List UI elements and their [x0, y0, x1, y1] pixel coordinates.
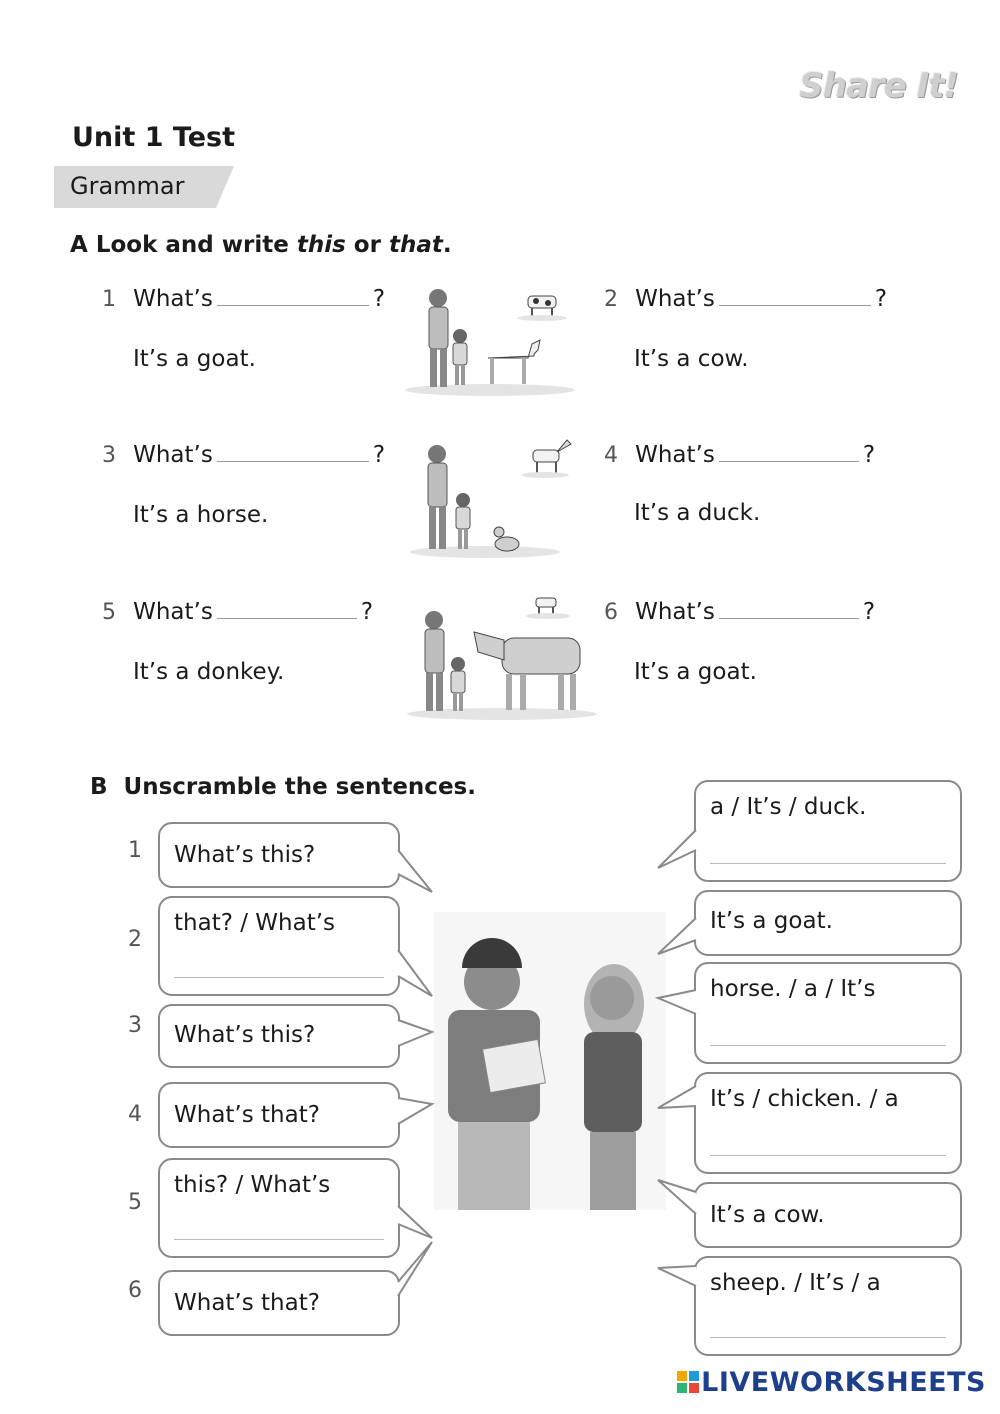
a-answer-6: It’s a goat.	[634, 659, 757, 685]
question-text: What’s	[635, 442, 715, 468]
answer-line[interactable]	[174, 1239, 384, 1240]
answer-line[interactable]	[710, 1337, 946, 1338]
speech-tails-left	[396, 828, 440, 1248]
answer-blank[interactable]	[719, 304, 871, 306]
liveworksheets-icon	[677, 1371, 699, 1393]
liveworksheets-brand: LIVEWORKSHEETS	[677, 1367, 986, 1398]
answer-blank[interactable]	[719, 617, 859, 619]
section-b-letter: B	[90, 774, 108, 800]
word-this: this	[296, 232, 346, 258]
a-item-2: 2 What’s ?	[604, 286, 888, 312]
section-a-instruction: Look and write	[95, 232, 297, 258]
question-text: What’s	[635, 286, 715, 312]
question-text: What’s	[635, 599, 715, 625]
b-left-num: 6	[128, 1278, 142, 1303]
a-answer-3: It’s a horse.	[133, 502, 269, 528]
speech-bubble-left-5: this? / What’s	[158, 1158, 400, 1258]
answer-line[interactable]	[710, 1155, 946, 1156]
section-b-instruction: Unscramble the sentences.	[123, 774, 476, 800]
share-it-logo: Share It!	[799, 66, 958, 106]
b-left-num: 1	[128, 838, 142, 863]
answer-line[interactable]	[710, 863, 946, 864]
speech-bubble-right-5: It’s a cow.	[694, 1182, 962, 1248]
b-left-num: 5	[128, 1190, 142, 1215]
a-answer-4: It’s a duck.	[634, 500, 761, 526]
answer-line[interactable]	[174, 977, 384, 978]
question-text: What’s	[133, 286, 213, 312]
speech-bubble-right-1: a / It’s / duck.	[694, 780, 962, 882]
question-text: What’s	[133, 599, 213, 625]
a-item-5: 5 What’s ?	[102, 599, 374, 625]
illustration-goat-near-cow-far	[400, 286, 575, 398]
speech-bubble-right-2: It’s a goat.	[694, 890, 962, 956]
word-or: or	[345, 232, 389, 258]
speech-bubble-left-1: What’s this?	[158, 822, 400, 888]
section-b-heading	[90, 774, 476, 800]
section-a-letter: A	[70, 232, 88, 258]
a-item-6: 6 What’s ?	[604, 599, 876, 625]
speech-tail-left-6	[396, 1238, 440, 1298]
illustration-donkey-near-goat-far	[402, 588, 600, 722]
a-item-3: 3 What’s ?	[102, 442, 386, 468]
illustration-duck-near-horse-far	[405, 432, 577, 560]
b-left-num: 4	[128, 1102, 142, 1127]
a-answer-1: It’s a goat.	[133, 346, 256, 372]
a-item-1: 1 What’s ?	[102, 286, 386, 312]
grammar-label: Grammar	[70, 172, 185, 200]
question-text: What’s	[133, 442, 213, 468]
a-item-4: 4 What’s ?	[604, 442, 876, 468]
children-talking-photo	[434, 912, 666, 1210]
page-title: Unit 1 Test	[72, 122, 236, 153]
answer-blank[interactable]	[719, 460, 859, 462]
a-answer-2: It’s a cow.	[634, 346, 749, 372]
answer-blank[interactable]	[217, 304, 369, 306]
answer-blank[interactable]	[217, 460, 369, 462]
speech-bubble-left-6: What’s that?	[158, 1270, 400, 1336]
speech-tails-right	[654, 820, 698, 1290]
answer-blank[interactable]	[217, 617, 357, 619]
speech-bubble-right-6: sheep. / It’s / a	[694, 1256, 962, 1356]
speech-bubble-left-2: that? / What’s	[158, 896, 400, 996]
section-a-heading: A Look and write this or that.	[70, 232, 452, 258]
speech-bubble-right-4: It’s / chicken. / a	[694, 1072, 962, 1174]
b-left-num: 2	[128, 927, 142, 952]
speech-bubble-left-3: What’s this?	[158, 1004, 400, 1068]
a-answer-5: It’s a donkey.	[133, 659, 285, 685]
b-left-num: 3	[128, 1013, 142, 1038]
speech-bubble-left-4: What’s that?	[158, 1082, 400, 1148]
word-that: that	[388, 232, 443, 258]
speech-bubble-right-3: horse. / a / It’s	[694, 962, 962, 1064]
answer-line[interactable]	[710, 1045, 946, 1046]
